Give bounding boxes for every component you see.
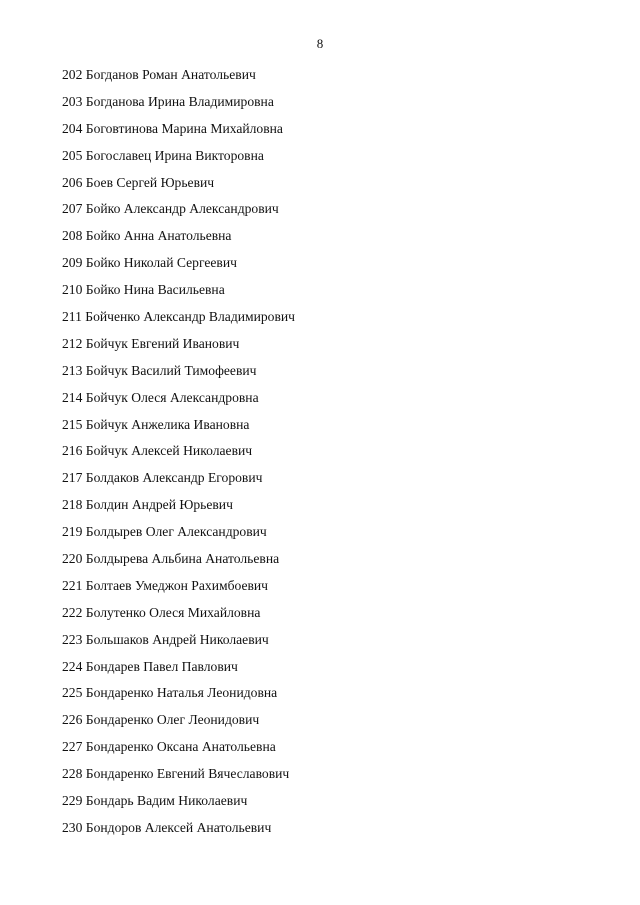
list-item: 213 Бойчук Василий Тимофеевич — [62, 362, 257, 378]
page-number: 8 — [316, 36, 324, 51]
list-item: 227 Бондаренко Оксана Анатольевна — [62, 739, 276, 755]
list-item: 219 Болдырев Олег Александрович — [62, 524, 267, 540]
list-item: 224 Бондарев Павел Павлович — [62, 658, 238, 674]
list-item: 214 Бойчук Олеся Александровна — [62, 389, 259, 405]
list-item: 215 Бойчук Анжелика Ивановна — [62, 416, 250, 432]
list-item: 221 Болтаев Умеджон Рахимбоевич — [62, 577, 269, 593]
list-item: 222 Болутенко Олеся Михайловна — [62, 604, 261, 620]
list-item: 226 Бондаренко Олег Леонидович — [62, 712, 260, 728]
list-item: 202 Богданов Роман Анатольевич — [62, 67, 256, 82]
name-list — [62, 66, 295, 846]
list-item: 203 Богданова Ирина Владимировна — [62, 93, 274, 109]
list-item: 223 Большаков Андрей Николаевич — [62, 631, 269, 647]
list-item: 228 Бондаренко Евгений Вячеславович — [62, 766, 290, 782]
list-item: 212 Бойчук Евгений Иванович — [62, 335, 240, 351]
list-item: 211 Бойченко Александр Владимирович — [62, 309, 296, 325]
list-item: 225 Бондаренко Наталья Леонидовна — [62, 685, 278, 701]
list-item: 218 Болдин Андрей Юрьевич — [62, 497, 233, 513]
list-item: 220 Болдырева Альбина Анатольевна — [62, 551, 280, 567]
list-item: 209 Бойко Николай Сергеевич — [62, 255, 237, 271]
list-item: 230 Бондоров Алексей Анатольевич — [62, 819, 272, 835]
list-item: 229 Бондарь Вадим Николаевич — [62, 793, 248, 809]
list-item: 216 Бойчук Алексей Николаевич — [62, 443, 253, 459]
list-item: 208 Бойко Анна Анатольевна — [62, 228, 232, 244]
list-item: 205 Богославец Ирина Викторовна — [62, 147, 264, 163]
list-item: 210 Бойко Нина Васильевна — [62, 282, 225, 298]
list-item: 207 Бойко Александр Александрович — [62, 201, 279, 217]
list-item: 206 Боев Сергей Юрьевич — [62, 174, 215, 190]
list-item: 204 Боговтинова Марина Михайловна — [62, 120, 283, 136]
list-item: 217 Болдаков Александр Егорович — [62, 470, 263, 486]
